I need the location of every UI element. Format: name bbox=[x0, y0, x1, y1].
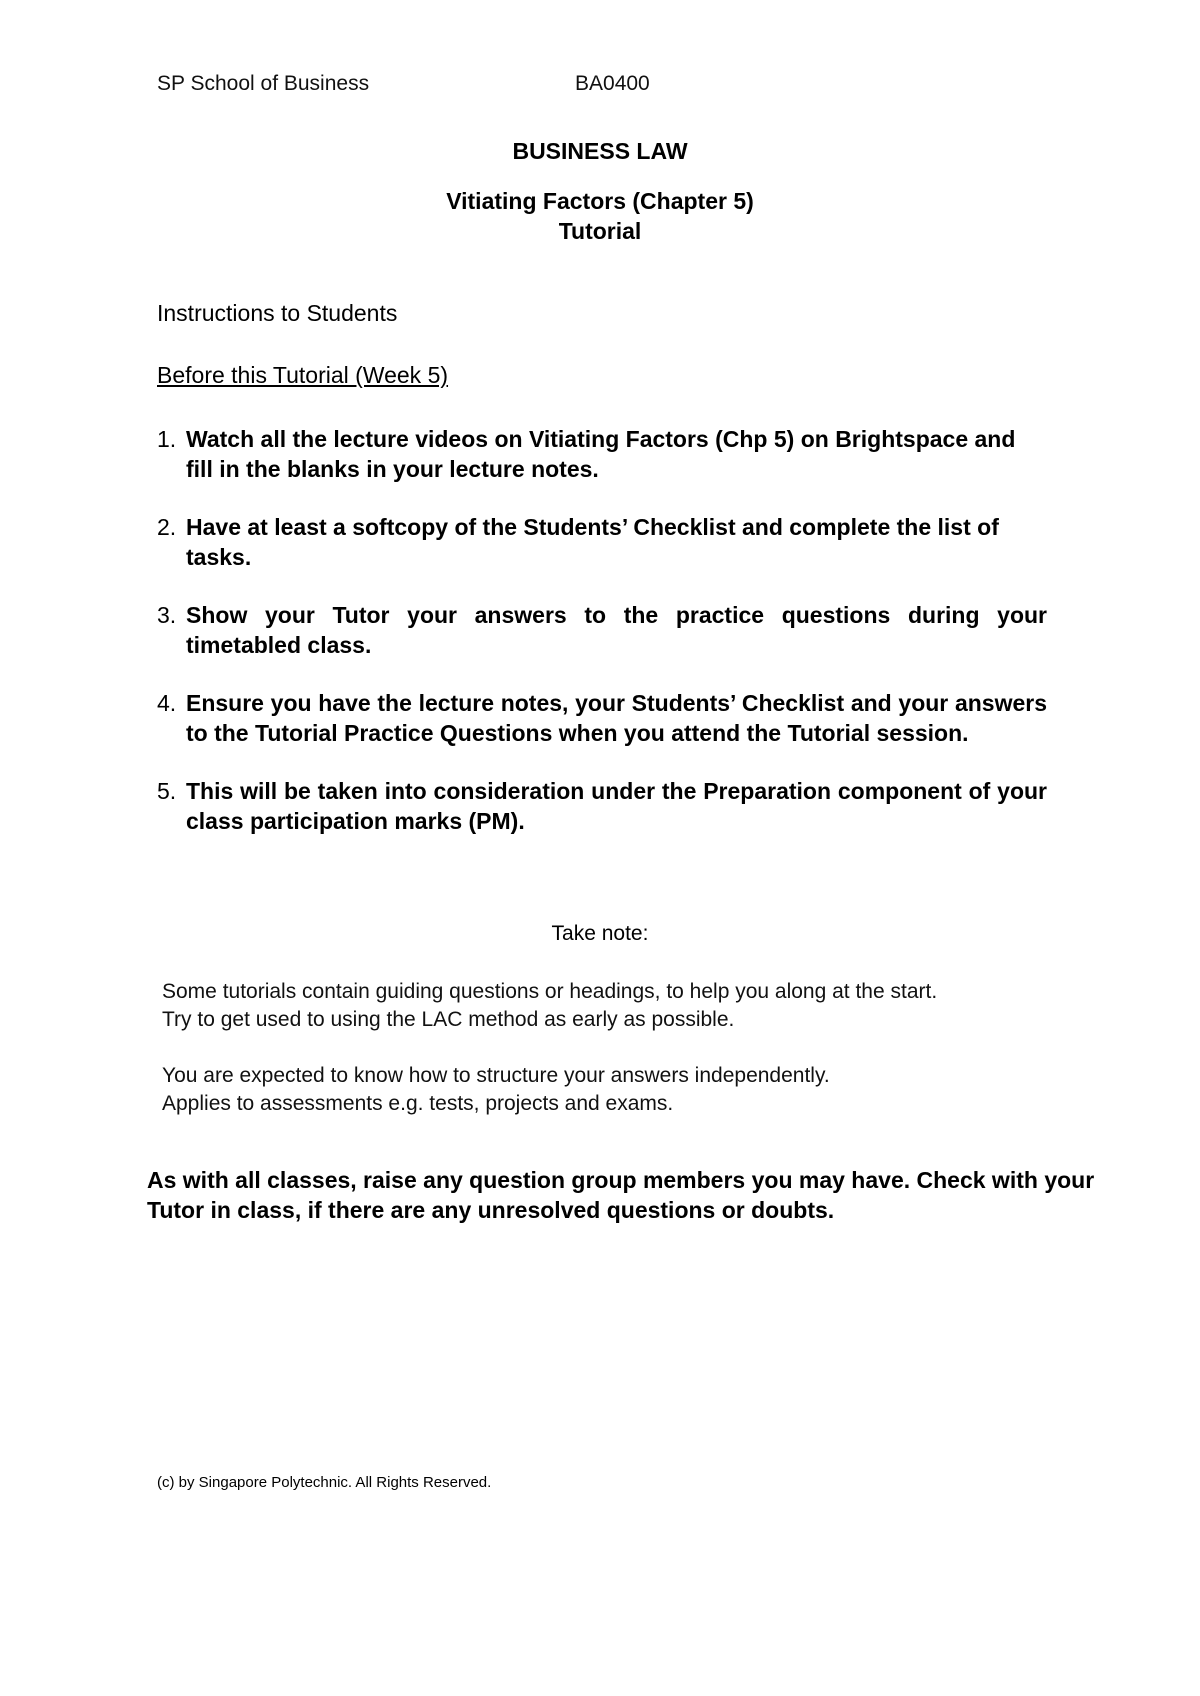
list-item-text: This will be taken into consideration under the Preparation component of your class participation marks (PM). bbox=[186, 778, 1047, 834]
take-note-label: Take note: bbox=[551, 922, 649, 945]
list-item-text: Have at least a softcopy of the Students’ Checklist and complete the list of tasks. bbox=[186, 514, 999, 570]
list-item bbox=[157, 512, 1047, 572]
list-item bbox=[157, 424, 1047, 484]
take-note-line: You are expected to know how to structure your answers independently. bbox=[162, 1064, 830, 1087]
list-item-number: 2. bbox=[157, 514, 177, 540]
header-school: SP School of Business bbox=[157, 72, 370, 95]
list-item-text: Watch all the lecture videos on Vitiating Factors (Chp 5) on Brightspace and fill in the blanks in your lecture notes. bbox=[186, 426, 1016, 482]
course-title: BUSINESS LAW bbox=[512, 138, 688, 164]
take-note-line: Try to get used to using the LAC method as early as possible. bbox=[162, 1008, 735, 1031]
take-note-paragraph-2 bbox=[162, 1062, 1082, 1118]
list-item-text: Show your Tutor your answers to the practice questions during your timetabled class. bbox=[186, 602, 1047, 658]
header-module-code: BA0400 bbox=[575, 72, 650, 95]
take-note-line: Applies to assessments e.g. tests, projects and exams. bbox=[162, 1092, 674, 1115]
list-item-number: 5. bbox=[157, 778, 177, 804]
copyright-footer: (c) by Singapore Polytechnic. All Rights Reserved. bbox=[157, 1474, 492, 1491]
session-type-title: Tutorial bbox=[558, 218, 642, 244]
before-tutorial-heading: Before this Tutorial (Week 5) bbox=[157, 362, 449, 388]
instructions-heading: Instructions to Students bbox=[157, 300, 398, 326]
closing-paragraph: As with all classes, raise any question group members you may have. Check with your Tutor in class, if there are any unresolved questions or doubts. bbox=[147, 1167, 1095, 1223]
take-note-paragraph-1 bbox=[162, 978, 1082, 1034]
take-note-line: Some tutorials contain guiding questions or headings, to help you along at the start. bbox=[162, 980, 938, 1003]
list-item-text: Ensure you have the lecture notes, your Students’ Checklist and your answers to the Tutorial Practice Questions when you attend the Tutorial session. bbox=[186, 690, 1047, 746]
list-item bbox=[157, 688, 1047, 748]
topic-title: Vitiating Factors (Chapter 5) bbox=[446, 188, 754, 214]
task-list bbox=[157, 424, 1047, 836]
list-item-number: 4. bbox=[157, 690, 177, 716]
list-item-number: 3. bbox=[157, 602, 177, 628]
list-item bbox=[157, 600, 1047, 660]
list-item-number: 1. bbox=[157, 426, 177, 452]
list-item bbox=[157, 776, 1047, 836]
